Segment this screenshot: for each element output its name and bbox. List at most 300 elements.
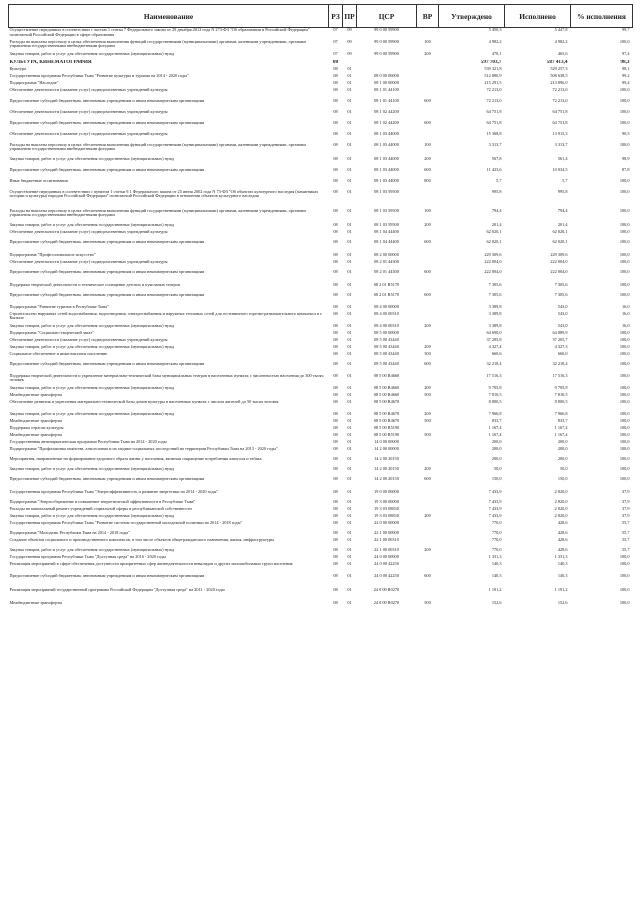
row-approved: 5,7 (496, 178, 502, 183)
row-vr (417, 60, 439, 67)
row-rz: 08 (333, 506, 338, 511)
row-csr (357, 67, 417, 74)
row-executed: 17 516,3 (552, 373, 568, 378)
table-row (9, 312, 633, 324)
row-rz: 08 (333, 587, 338, 592)
row-executed: 229 309,6 (550, 252, 568, 257)
row-name: Закупка товаров, работ и услуг для обеспечения государственных (муниципальных) нужд (9, 513, 175, 518)
row-percent: 100,0 (619, 252, 630, 257)
row-executed: 529 257,3 (550, 66, 568, 71)
row-percent: 100,0 (619, 344, 630, 349)
row-vr (417, 490, 439, 500)
table-row (9, 490, 633, 500)
table-row (9, 52, 633, 60)
row-rz: 08 (333, 208, 338, 213)
row-rz: 08 (333, 229, 338, 234)
row-percent: 100,0 (619, 399, 630, 404)
row-executed: 37 205,7 (552, 337, 568, 342)
table-row (9, 260, 633, 270)
row-csr: 08 2 01 44300 (374, 269, 399, 274)
row-vr (417, 338, 439, 345)
table-row (9, 110, 633, 121)
table-row (9, 88, 633, 99)
row-pr: 01 (347, 292, 352, 297)
row-approved: 1 167,4 (488, 432, 502, 437)
row-approved: 567,8 (491, 156, 502, 161)
table-row (9, 338, 633, 345)
table-row (9, 345, 633, 352)
row-csr: 99 0 00 59900 (374, 27, 399, 32)
row-rz: 08 (333, 411, 338, 416)
row-name: Закупка товаров, работ и услуг для обеспечения государственных (муниципальных) нужд (9, 156, 175, 161)
row-vr (417, 521, 439, 531)
budget-report-page (8, 4, 632, 611)
row-executed: 587 413,4 (546, 59, 568, 65)
row-executed: 50,0 (559, 466, 568, 471)
row-approved: 200,0 (491, 446, 502, 451)
row-approved: 1 167,4 (488, 425, 502, 430)
row-approved: 539 321,8 (484, 66, 502, 71)
table-row (9, 305, 633, 312)
row-rz: 08 (333, 344, 338, 349)
row-rz: 08 (333, 109, 338, 114)
row-rz: 08 (333, 142, 338, 147)
row-pr: 01 (347, 351, 352, 356)
row-executed: 2 820,0 (554, 506, 568, 511)
row-executed: 10 034,5 (552, 167, 568, 172)
row-vr: 200 (424, 51, 431, 56)
row-pr: 01 (347, 520, 352, 525)
table-row (9, 81, 633, 88)
table-row (9, 190, 633, 209)
row-vr: 100 (424, 142, 431, 147)
table-row (9, 374, 633, 386)
row-executed: 32 218,4 (552, 361, 568, 366)
row-executed: 64 751,8 (552, 120, 568, 125)
row-approved: 7 433,9 (488, 506, 502, 511)
row-vr: 300 (424, 351, 431, 356)
row-vr (417, 74, 439, 81)
row-csr: 08 5 00 R4670 (373, 411, 400, 416)
row-pr: 01 (347, 439, 352, 444)
row-pr: 01 (347, 142, 352, 147)
row-percent: 100,0 (619, 432, 630, 437)
row-approved: 222 004,0 (484, 259, 502, 264)
row-approved: 72 213,0 (486, 87, 502, 92)
table-row (9, 555, 633, 562)
row-rz: 08 (333, 432, 338, 437)
row-pr: 01 (347, 304, 352, 309)
table-row (9, 400, 633, 412)
row-approved: 7 433,9 (488, 499, 502, 504)
row-pr: 01 (347, 499, 352, 504)
row-pr: 01 (347, 87, 352, 92)
row-csr: 08 2 01 44300 (374, 259, 399, 264)
row-vr: 500 (424, 432, 431, 437)
row-executed: 62 020,1 (552, 229, 568, 234)
table-row (9, 507, 633, 514)
row-approved: 150,0 (491, 476, 502, 481)
row-rz: 08 (333, 222, 338, 227)
row-executed: 7 810,5 (554, 392, 568, 397)
row-approved: 64 751,8 (486, 120, 502, 125)
row-vr (417, 88, 439, 99)
header-vr: ВР (417, 5, 439, 28)
row-name: Предоставление субсидий бюджетным, автономным учреждениям и иным некоммерческим организациям (9, 573, 205, 578)
row-rz: 08 (333, 373, 338, 378)
row-executed: 140,3 (557, 573, 568, 578)
row-name: Подпрограмма "Развитие туризма в Республике Тыва" (9, 304, 109, 309)
row-vr (417, 305, 439, 312)
row-pr: 01 (347, 239, 352, 244)
row-pr: 01 (347, 323, 352, 328)
row-percent: 87,8 (621, 167, 630, 172)
row-csr: 08 5 00 R5190 (373, 425, 400, 430)
row-percent: 100,0 (619, 87, 630, 92)
table-row (9, 99, 633, 110)
row-csr: 19 3 03 08830 (374, 513, 399, 518)
table-row (9, 143, 633, 157)
table-row (9, 209, 633, 223)
row-executed: 4 982,2 (554, 39, 568, 44)
row-name: Создание объектов социального и производственного комплексов, в том числе объектов общегражданского назначения, жилья, инфраструктуры (9, 537, 275, 542)
row-percent: 100,0 (619, 351, 630, 356)
row-pr: 01 (347, 337, 352, 342)
row-rz: 08 (333, 361, 338, 366)
row-executed: 1 331,3 (554, 554, 568, 559)
row-executed: 2 820,0 (554, 489, 568, 494)
row-vr (417, 500, 439, 507)
row-vr: 600 (424, 573, 431, 578)
row-csr: 08 5 00 R4660 (373, 392, 400, 397)
row-percent: 100,0 (619, 385, 630, 390)
row-rz: 08 (333, 600, 338, 605)
row-percent: 37,9 (621, 513, 630, 518)
table-row (9, 419, 633, 426)
table-row (9, 457, 633, 467)
row-vr: 200 (424, 411, 431, 416)
row-executed: 995,8 (557, 189, 568, 194)
row-csr: 08 4 00 00000 (374, 304, 399, 309)
table-row (9, 283, 633, 293)
row-pr: 01 (347, 506, 352, 511)
row-rz: 08 (333, 156, 338, 161)
row-rz: 08 (333, 131, 338, 136)
row-vr: 200 (424, 466, 431, 471)
row-percent: 100,0 (619, 282, 630, 287)
row-name: Закупка товаров, работ и услуг для обеспечения государственных (муниципальных) нужд (9, 547, 175, 552)
row-pr: 01 (347, 259, 352, 264)
row-approved: 770,0 (491, 530, 502, 535)
row-vr: 600 (424, 120, 431, 125)
row-rz: 08 (333, 189, 338, 194)
row-rz: 08 (333, 439, 338, 444)
row-csr: 19 3 00 00000 (374, 499, 399, 504)
row-csr: 22 1 00 00310 (374, 547, 399, 552)
row-csr: 14 2 00 20150 (374, 466, 399, 471)
row-rz: 08 (333, 392, 338, 397)
row-pr: 01 (347, 109, 352, 114)
row-name: Реализация мероприятий в сфере обеспечения доступности приоритетных сфер жизнедеятельности инвалидов и других маломобильных групп населения (9, 561, 293, 566)
row-pr: 01 (347, 385, 352, 390)
row-rz: 08 (333, 292, 338, 297)
row-csr: 08 5 00 R4660 (373, 385, 400, 390)
table-row (9, 538, 633, 548)
row-rz: 08 (333, 252, 338, 257)
table-row (9, 168, 633, 179)
row-percent: 100,0 (619, 337, 630, 342)
table-row (9, 67, 633, 74)
row-csr: 08 2 01 R5170 (373, 282, 400, 287)
row-vr (417, 283, 439, 293)
row-percent: 100,0 (619, 373, 630, 378)
table-row (9, 500, 633, 507)
row-pr: 01 (347, 456, 352, 461)
row-executed: 64 889,9 (552, 330, 568, 335)
row-name: Подпрограмма "Профессиональное искусство" (9, 252, 96, 257)
row-csr: 08 5 00 00000 (374, 330, 399, 335)
row-executed: 508 638,5 (550, 73, 568, 78)
row-rz: 08 (333, 87, 338, 92)
row-percent: 100,0 (619, 239, 630, 244)
table-row (9, 440, 633, 447)
row-approved: 37 205,8 (486, 337, 502, 342)
row-approved: 512 880,9 (484, 73, 502, 78)
row-pr: 01 (347, 311, 352, 316)
row-pr: 01 (347, 189, 352, 194)
row-percent: 37,9 (621, 489, 630, 494)
row-percent: 97,4 (621, 51, 630, 56)
table-row (9, 531, 633, 538)
row-rz: 08 (333, 80, 338, 85)
row-name: Культура (9, 66, 26, 71)
row-approved: 200,0 (491, 439, 502, 444)
row-name: Подпрограмма "Энергосбережение и повышение энергетической эффективности в Республике Тыва" (9, 499, 196, 504)
row-csr: 08 1 02 44200 (374, 120, 399, 125)
row-approved: 64 751,8 (486, 109, 502, 114)
row-percent: 100,0 (619, 222, 630, 227)
row-name: Предоставление субсидий бюджетным, автономным учреждениям и иным некоммерческим организациям (9, 361, 205, 366)
row-rz: 08 (333, 537, 338, 542)
table-row (9, 588, 633, 601)
row-executed: 222 004,0 (550, 269, 568, 274)
row-percent: 37,9 (621, 499, 630, 504)
row-pr: 01 (347, 547, 352, 552)
row-name: Обеспечение деятельности (оказание услуг) подведомственных учреждений культуры (9, 229, 168, 234)
row-approved: 215 291,5 (484, 80, 502, 85)
row-rz: 08 (333, 425, 338, 430)
row-executed: 4 327,3 (554, 344, 568, 349)
row-executed: 150,0 (557, 476, 568, 481)
row-csr: 14 0 00 00000 (374, 439, 399, 444)
table-row (9, 574, 633, 588)
table-row (9, 293, 633, 305)
row-percent: 100,0 (619, 392, 630, 397)
row-rz: 08 (333, 351, 338, 356)
row-csr: 08 1 03 44000 (374, 178, 399, 183)
row-rz: 08 (332, 59, 339, 65)
table-row (9, 179, 633, 190)
row-vr (417, 447, 439, 457)
row-approved: 64 690,0 (486, 330, 502, 335)
table-row (9, 412, 633, 419)
row-executed: 543,0 (557, 323, 568, 328)
table-row (9, 74, 633, 81)
row-executed: 1 167,4 (554, 425, 568, 430)
row-name: Государственная программа Республики Тыва "Доступная среда" на 2016 - 2020 годы (9, 554, 166, 559)
row-approved: 3 389,8 (488, 304, 502, 309)
row-name: Осуществление переданных в соответствии с частью 1 статьи 7 Федерального закона от 29 декабря 2012 года N 273-ФЗ "Об образовании в Российской Федерации" полномочий Российской Федерации в сфере образования (9, 27, 310, 37)
row-executed: 213 896,0 (550, 80, 568, 85)
row-pr: 01 (347, 530, 352, 535)
row-rz: 08 (333, 489, 338, 494)
row-pr: 01 (347, 156, 352, 161)
row-percent: 100,0 (619, 142, 630, 147)
row-name: Закупка товаров, работ и услуг для обеспечения государственных (муниципальных) нужд (9, 51, 175, 56)
row-rz: 08 (333, 399, 338, 404)
row-name: Закупка товаров, работ и услуг для обеспечения государственных (муниципальных) нужд (9, 385, 175, 390)
row-name: Межбюджетные трансферты (9, 418, 63, 423)
row-approved: 140,3 (491, 561, 502, 566)
row-vr: 600 (424, 98, 431, 103)
row-vr (417, 400, 439, 412)
row-vr: 500 (424, 600, 431, 605)
row-csr: 08 4 00 00310 (374, 311, 399, 316)
row-rz: 07 (333, 39, 338, 44)
row-percent: 100,0 (619, 466, 630, 471)
row-csr: 08 5 00 R4660 (373, 373, 400, 378)
row-name: Подпрограмма "Профилактика пьянства, алкоголизма и их медико-социальных последствий на территории Республики Тыва на 2013 - 2020 годы" (9, 446, 278, 451)
row-executed: 794,4 (557, 208, 568, 213)
row-pr: 01 (347, 399, 352, 404)
table-row (9, 230, 633, 240)
row-approved: 8 800,5 (488, 399, 502, 404)
row-percent: 100,0 (619, 418, 630, 423)
row-vr (417, 440, 439, 447)
row-pr: 01 (347, 513, 352, 518)
row-vr: 100 (424, 39, 431, 44)
row-rz: 08 (333, 120, 338, 125)
row-name: Предоставление субсидий бюджетным, автономным учреждениям и иным некоммерческим организациям (9, 120, 205, 125)
row-executed: 7 305,6 (554, 292, 568, 297)
row-percent: 100,0 (619, 446, 630, 451)
row-approved: 478,1 (491, 51, 502, 56)
table-row (9, 132, 633, 143)
row-rz: 08 (333, 499, 338, 504)
row-csr (357, 60, 417, 67)
row-rz: 08 (333, 520, 338, 525)
header-csr: ЦСР (357, 5, 417, 28)
row-percent: 100,0 (619, 208, 630, 213)
row-percent: 99,7 (621, 27, 630, 32)
row-percent: 100,0 (619, 178, 630, 183)
row-vr (417, 555, 439, 562)
row-name: Поддержка отрасли культуры (9, 425, 64, 430)
row-executed: 2 820,0 (554, 513, 568, 518)
row-csr: 08 4 00 00310 (374, 323, 399, 328)
row-approved: 7 305,6 (488, 292, 502, 297)
table-header (9, 5, 633, 28)
row-percent: 16,0 (621, 304, 630, 309)
row-pr: 01 (347, 222, 352, 227)
row-pr: 01 (347, 66, 352, 71)
row-approved: 1 191,2 (488, 587, 502, 592)
row-executed: 5 447,8 (554, 27, 568, 32)
row-csr: 14 2 00 20150 (374, 476, 399, 481)
row-name: Обеспечение деятельности (оказание услуг) подведомственных учреждений культуры (9, 87, 168, 92)
row-vr: 600 (424, 269, 431, 274)
row-name: Обеспечение развития и укрепления материально-технической базы домов культуры в населенных пунктах с числом жителей до 50 тысяч человек (9, 399, 279, 404)
row-vr (417, 457, 439, 467)
row-approved: 32 218,4 (486, 361, 502, 366)
row-percent: 100,0 (619, 269, 630, 274)
row-approved: 3 313,7 (488, 142, 502, 147)
row-csr: 08 1 03 44000 (374, 167, 399, 172)
table-row (9, 447, 633, 457)
row-executed: 62 020,1 (552, 239, 568, 244)
row-approved: 3 389,8 (488, 323, 502, 328)
row-rz: 08 (333, 66, 338, 71)
row-name: Расходы на выплаты персоналу в целях обеспечения выполнения функций государственными (муниципальными) органами, казенными учреждениями, органами управления государственными внебюджетными фондами (9, 208, 306, 218)
row-percent: 100,0 (619, 259, 630, 264)
row-vr: 600 (424, 361, 431, 366)
row-name: Межбюджетные трансферты (9, 432, 63, 437)
row-approved: 770,0 (491, 547, 502, 552)
row-percent: 100,0 (619, 587, 630, 592)
row-name: Осуществление переданных в соответствии с пунктом 1 статьи 9.1 Федерального закона от 25 июня 2002 года N 73-ФЗ "Об объектах культурного наследия (памятниках истории и культуры) народов Российской Федерации" полномочий Российской Федерации в отношении объектов культурного наследия (9, 189, 319, 199)
row-pr: 01 (347, 587, 352, 592)
row-name: Государственная программа Республики Тыва "Развитие культуры и туризма на 2014 - 2020 годы" (9, 73, 189, 78)
row-executed: 200,0 (557, 446, 568, 451)
row-percent: 55,7 (621, 530, 630, 535)
header-percent: % исполнения (571, 5, 633, 28)
row-name: Предоставление субсидий бюджетным, автономным учреждениям и иным некоммерческим организациям (9, 239, 205, 244)
row-name: Строительство наружных сетей водоснабжения, водоотведения, электроснабжения и наружных тепловых сетей для гостиничного торгово-развлекательного комплекса в г. Кызыле (9, 311, 323, 321)
row-approved: 140,3 (491, 573, 502, 578)
row-name: Обеспечение деятельности (оказание услуг) подведомственных учреждений культуры (9, 109, 168, 114)
row-csr: 08 2 01 R5170 (373, 292, 400, 297)
row-name: Обеспечение деятельности (оказание услуг) подведомственных учреждений культуры (9, 259, 168, 264)
row-percent: 37,9 (621, 506, 630, 511)
row-approved: 995,8 (491, 189, 502, 194)
row-pr: 01 (347, 73, 352, 78)
row-executed: 465,6 (557, 51, 568, 56)
row-approved: 50,0 (493, 466, 502, 471)
row-rz: 08 (333, 476, 338, 481)
table-row (9, 40, 633, 52)
row-name: Расходы на выплаты персоналу в целях обеспечения выполнения функций государственными (муниципальными) органами, казенными учреждениями, органами управления государственными внебюджетными фондами (9, 142, 306, 152)
row-executed: 200,0 (557, 439, 568, 444)
table-row (9, 562, 633, 574)
table-row (9, 521, 633, 531)
row-percent: 100,0 (619, 120, 630, 125)
row-percent: 100,0 (619, 573, 630, 578)
row-executed: 2 820,0 (554, 499, 568, 504)
row-vr: 600 (424, 476, 431, 481)
row-pr: 01 (347, 229, 352, 234)
row-rz: 08 (333, 282, 338, 287)
row-name: Обеспечение деятельности (оказание услуг) подведомственных учреждений культуры (9, 337, 168, 342)
row-name: Подпрограмма "Наследие" (9, 80, 59, 85)
row-vr (417, 81, 439, 88)
table-row (9, 548, 633, 555)
row-percent: 100,0 (619, 39, 630, 44)
row-csr: 19 0 00 00000 (374, 489, 399, 494)
row-approved: 833,7 (491, 418, 502, 423)
row-approved: 770,0 (491, 537, 502, 542)
row-rz: 08 (333, 547, 338, 552)
row-pr: 01 (347, 282, 352, 287)
